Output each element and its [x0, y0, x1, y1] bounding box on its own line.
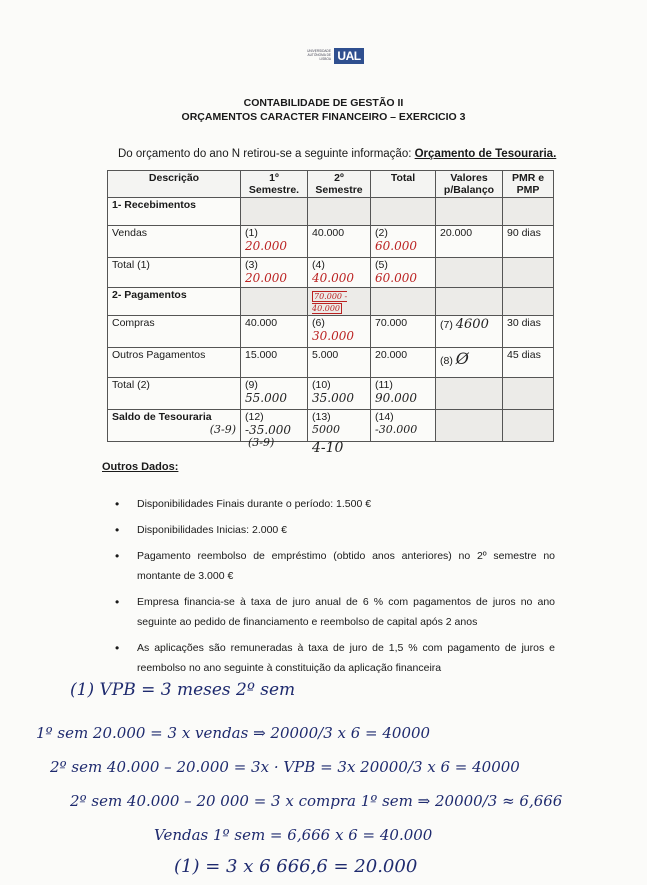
row-label: Total (2)	[108, 378, 241, 410]
university-logo	[297, 46, 367, 66]
cell-value: 70.000	[371, 316, 436, 348]
table-header-row	[108, 171, 554, 198]
cell-value: 20.000	[436, 226, 503, 258]
intro-emphasis: Orçamento de Tesouraria.	[414, 148, 557, 160]
course-title: CONTABILIDADE DE GESTÃO II	[243, 97, 404, 109]
cell-value: 5.000	[308, 348, 371, 378]
logo-text: UNIVERSIDADE AUTÓNOMA DE LISBOA	[307, 49, 331, 62]
cell-value: 90 dias	[503, 226, 554, 258]
list-item: • Disponibilidades Finais durante o período: 1.500 €	[115, 494, 555, 514]
header-pmr: PMR e PMP	[503, 171, 554, 198]
handwritten-value: 60.000	[375, 239, 417, 253]
note-line: Vendas 1º sem = 6,666 x 6 = 40.000	[154, 826, 433, 844]
table-row	[108, 258, 554, 288]
row-label: Total (1)	[108, 258, 241, 288]
handwritten-value: 30.000	[312, 329, 354, 343]
handwritten-value: 5000	[312, 423, 340, 436]
section-pagamentos: 2- Pagamentos	[108, 288, 241, 316]
cell-value: 40.000	[241, 316, 308, 348]
handwritten-value: -30.000	[375, 423, 418, 436]
logo-mark: UAL	[334, 48, 364, 64]
header-semestre-1: 1º Semestre.	[241, 171, 308, 198]
handwritten-note: 4-10	[312, 440, 344, 456]
cell-ref: (11)	[375, 379, 393, 391]
table-row	[108, 316, 554, 348]
table-row	[108, 410, 554, 442]
intro-sentence: Do orçamento do ano N retirou-se a seguinte informação:	[118, 148, 415, 160]
cell-ref: (7)	[440, 319, 453, 331]
cell-value: 15.000	[241, 348, 308, 378]
note-line: 1º sem 20.000 = 3 x vendas ⇒ 20000/3 x 6 = 40000	[36, 724, 431, 742]
header-total: Total	[371, 171, 436, 198]
handwritten-value: 35.000	[312, 391, 354, 405]
cell-ref: (13)	[312, 411, 331, 423]
row-label: Compras	[108, 316, 241, 348]
header-semestre-2: 2º Semestre	[308, 171, 371, 198]
cell-ref: (2)	[375, 227, 388, 239]
handwritten-note: (3-9)	[248, 436, 275, 449]
header-descricao: Descrição	[108, 171, 241, 198]
note-line: 2º sem 40.000 – 20.000 = 3x · VPB = 3x 20000/3 x 6 = 40000	[50, 758, 520, 776]
header-valores: Valores p/Balanço	[436, 171, 503, 198]
handwritten-value: 20.000	[245, 271, 287, 285]
handwritten-value: 60.000	[375, 271, 417, 285]
table-row	[108, 348, 554, 378]
row-label: Saldo de Tesouraria	[112, 411, 212, 423]
exercise-title: ORÇAMENTOS CARACTER FINANCEIRO – EXERCICIO 3	[181, 111, 466, 123]
table-row	[108, 288, 554, 316]
cell-value: 40.000	[308, 226, 371, 258]
cell-ref: (3)	[245, 259, 258, 271]
handwritten-value: 20.000	[245, 239, 287, 253]
list-item: • Pagamento reembolso de empréstimo (obtido anos anteriores) no 2º semestre no montante de 3.000 €	[115, 546, 555, 586]
cell-value: 45 dias	[503, 348, 554, 378]
cell-ref: (8)	[440, 355, 453, 367]
handwritten-note: (3-9)	[209, 423, 236, 436]
handwritten-value: 40.000	[312, 271, 354, 285]
row-label: Vendas	[108, 226, 241, 258]
budget-table	[107, 170, 554, 442]
intro-text	[118, 148, 556, 160]
handwritten-note: 70.000 - 40.000	[312, 292, 348, 313]
note-line: (1) = 3 x 6 666,6 = 20.000	[174, 856, 418, 877]
cell-value: 20.000	[371, 348, 436, 378]
handwritten-value: 55.000	[245, 391, 287, 405]
outros-dados-list	[115, 494, 555, 684]
cell-ref: (6)	[312, 317, 325, 329]
cell-ref: (14)	[375, 411, 394, 423]
list-item: • Empresa financia-se à taxa de juro anual de 6 % com pagamentos de juros no ano seguinte ao pedido de financiamento e reembolso de capital após 2 anos	[115, 592, 555, 632]
cell-ref: (5)	[375, 259, 388, 271]
cell-ref: (4)	[312, 259, 325, 271]
note-line: (1) VPB = 3 meses 2º sem	[70, 680, 296, 700]
outros-dados-title: Outros Dados:	[102, 461, 179, 473]
note-line: 2º sem 40.000 – 20 000 = 3 x compra 1º sem ⇒ 20000/3 ≈ 6,666	[70, 792, 563, 810]
cell-value: 30 dias	[503, 316, 554, 348]
handwritten-value: 4600	[455, 317, 489, 332]
table-row	[108, 378, 554, 410]
handwritten-value: -35.000	[245, 423, 292, 437]
cell-ref: (10)	[312, 379, 331, 391]
handwritten-value: Ø	[455, 349, 469, 368]
section-recebimentos: 1- Recebimentos	[108, 198, 241, 226]
row-label: Outros Pagamentos	[108, 348, 241, 378]
cell-ref: (9)	[245, 379, 258, 391]
list-item: • As aplicações são remuneradas à taxa de juro de 1,5 % com pagamento de juros e reembolso no ano seguinte à constituição da aplicação financeira	[115, 638, 555, 678]
handwritten-value: 90.000	[375, 391, 417, 405]
cell-ref: (12)	[245, 411, 264, 423]
table-row	[108, 198, 554, 226]
table-row	[108, 226, 554, 258]
cell-ref: (1)	[245, 227, 258, 239]
list-item: • Disponibilidades Inicias: 2.000 €	[115, 520, 555, 540]
